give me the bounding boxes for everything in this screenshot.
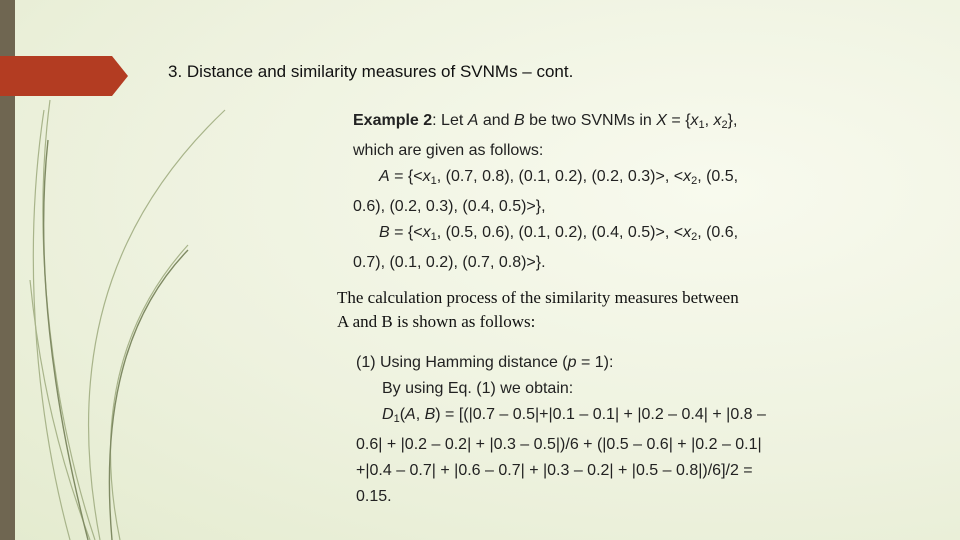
set-a-line-2: 0.6), (0.2, 0.3), (0.4, 0.5)>}, — [353, 198, 546, 215]
example-intro-line: Example 2: Let A and B be two SVNMs in $X = \{x_1$, $x_2$}, — [353, 112, 738, 131]
hamming-distance-block — [356, 350, 801, 510]
set-b-line-1: $B = \{<x_1$, (0.5, 0.6), (0.1, 0.2), (0.4, 0.5)>, $<x_2$, (0.6, — [379, 224, 739, 243]
hamming-eq-reference: By using Eq. (1) we obtain: — [382, 380, 574, 397]
hamming-equation-line-3: +|0.4 – 0.7| + |0.6 – 0.7| + |0.3 – 0.2| + |0.5 – 0.8|)/6]/2 = — [356, 462, 753, 479]
hamming-result: 0.15. — [356, 488, 392, 505]
example-given-line: which are given as follows: — [353, 142, 544, 159]
set-b-line-2: 0.7), (0.1, 0.2), (0.7, 0.8)>}. — [353, 254, 546, 271]
hamming-heading: (1) Using Hamming distance (p = 1): — [356, 354, 614, 371]
title-accent-tab — [0, 56, 128, 96]
paragraph-line-1: The calculation process of the similarity measures between — [337, 288, 739, 307]
example-2-block — [353, 108, 798, 276]
set-a-line-1: $A = \{<x_1$, (0.7, 0.8), (0.1, 0.2), (0.2, 0.3)>, $<x_2$, (0.5, — [379, 168, 739, 187]
slide-title: 3. Distance and similarity measures of SVNMs – cont. — [168, 62, 574, 81]
explanation-paragraph — [337, 286, 817, 334]
hamming-equation-line-2: 0.6| + |0.2 – 0.2| + |0.3 – 0.5|)/6 + (|0.5 – 0.6| + |0.2 – 0.1| — [356, 436, 762, 453]
hamming-equation-line-1: $D_1(A$, B) = [(|0.7 – 0.5|+|0.1 – 0.1| + |0.2 – 0.4| + |0.8 – — [382, 406, 766, 425]
paragraph-line-2: A and B is shown as follows: — [337, 312, 536, 331]
example-label: Example 2 — [353, 112, 433, 129]
